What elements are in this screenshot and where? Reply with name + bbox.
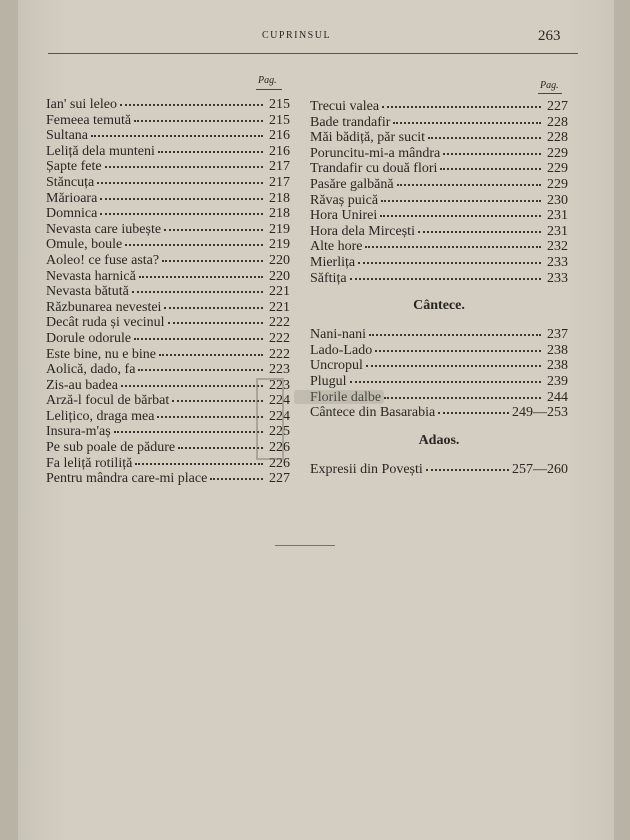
toc-entry-title: Cântece din Basarabia [310,405,436,421]
leader-dots [418,220,541,233]
leader-dots [365,235,541,248]
leader-dots [172,389,263,402]
toc-entry-page: 223 [269,377,290,393]
toc-entry-title: Domnica [46,206,98,222]
toc-entry-title: Trecui valea [310,99,380,114]
toc-entry-title: Săftița [310,270,347,286]
leader-dots [138,358,263,371]
leader-dots [358,251,541,264]
toc-entry-title: Hora Unirei [310,208,378,224]
toc-entry-title: Nevasta harnică [46,268,136,284]
toc-entry-title: Aoleo! ce fuse asta? [46,252,160,268]
toc-entry-page: 231 [547,208,568,224]
watermark-stamp [256,378,284,460]
toc-entry-title: Alte hore [310,239,363,255]
toc-entry-page: 226 [269,455,290,471]
pag-label-left: Pag. [258,75,277,86]
header-rule [48,53,578,54]
bottom-rule [275,545,335,546]
leader-dots [162,249,263,262]
leader-dots [164,218,263,231]
leader-dots [438,401,509,414]
toc-entry-page: 221 [269,284,290,300]
toc-entry-title: Omule, boule [46,237,123,253]
leader-dots [91,124,263,137]
toc-entry-title: Ian' sui leleo [46,97,117,112]
toc-entry-title: Decât ruda și vecinul [46,315,165,331]
toc-entry-title: Este bine, nu e bine [46,346,157,362]
toc-entry-page: 238 [547,358,568,374]
toc-entry-title: Insura-m'aș [46,424,111,440]
watermark-bar [294,390,384,404]
toc-entry-page: 238 [547,342,568,358]
toc-entry-title: Plugul [310,373,347,389]
toc-adaos-list [310,460,568,476]
toc-entry-page: 231 [547,223,568,239]
toc-entry-title: Lado-Lado [310,342,373,358]
toc-entry-title: Femeea temută [46,112,132,128]
toc-entry-title: Poruncitu-mi-a mândra [310,145,441,161]
toc-entry-title: Bade trandafir [310,114,391,130]
leader-dots [97,171,263,184]
leader-dots [105,155,263,168]
toc-entry-title: Pasăre galbănă [310,176,394,192]
toc-entry-page: 226 [269,440,290,456]
toc-entry-title: Nevasta bătută [46,284,129,300]
leader-dots [159,343,263,356]
toc-entry [46,469,290,485]
toc-entry-page: 220 [269,252,290,268]
pag-label-right: Pag. [540,80,559,91]
toc-entry [310,460,568,476]
toc-entry-title: Șapte fete [46,159,102,175]
toc-entry-page: 227 [547,99,568,114]
toc-entry-title: Expresii din Povești [310,461,423,477]
toc-entry-title: Mierlița [310,254,356,270]
leader-dots [440,157,541,170]
leader-dots [120,93,263,106]
leader-dots [132,280,263,293]
toc-entry-title: Dorule odorule [46,330,132,346]
leader-dots [381,189,541,202]
leader-dots [121,374,263,387]
toc-entry-page: 233 [547,254,568,270]
toc-entry-page: 237 [547,327,568,343]
leader-dots [134,327,263,340]
leader-dots [158,140,263,153]
toc-right-column [310,97,568,475]
toc-entry-title: Nevasta care iubește [46,221,162,237]
toc-entry-page: 232 [547,239,568,255]
toc-entry-title: Mărioara [46,190,98,206]
toc-entry-page: 230 [547,192,568,208]
toc-left-column [46,95,290,485]
leader-dots [428,126,541,139]
toc-entry-page: 233 [547,270,568,286]
toc-entry-page: 217 [269,159,290,175]
toc-entry-title: Hora dela Mircești [310,223,415,239]
leader-dots [125,233,263,246]
toc-entry-title: Răzbunarea nevestei [46,299,162,315]
toc-entry-page: 215 [269,112,290,128]
toc-entry-title: Florile dalbe [310,389,382,405]
toc-entry-page: 222 [269,330,290,346]
leader-dots [135,452,263,465]
toc-entry-page: 224 [269,393,290,409]
toc-entry-title: Lelițico, draga mea [46,408,155,424]
toc-cantece-list [310,325,568,419]
toc-entry-page: 229 [547,161,568,177]
toc-entry-page: 228 [547,130,568,146]
leader-dots [393,111,541,124]
leader-dots [397,173,541,186]
toc-entry-title: Arză-l focul de bărbat [46,393,170,409]
leader-dots [380,204,541,217]
toc-entry-page: 239 [547,373,568,389]
toc-entry-page: 223 [269,362,290,378]
toc-entry-title: Nani-nani [310,327,366,343]
toc-entry-page: 227 [269,471,290,487]
toc-entry-title: Aolică, dado, fa [46,362,136,378]
toc-entry-title: Leliță dela munteni [46,143,155,159]
leader-dots [100,187,263,200]
toc-entry-page: 222 [269,315,290,331]
leader-dots [139,265,263,278]
leader-dots [164,296,263,309]
leader-dots [100,202,263,215]
toc-entry-page: 225 [269,424,290,440]
toc-entry-page: 221 [269,299,290,315]
toc-entry-page: 229 [547,176,568,192]
leader-dots [157,405,263,418]
leader-dots [350,267,541,280]
leader-dots [366,354,541,367]
toc-entry-page: 257—260 [512,461,568,477]
leader-dots [210,467,263,480]
toc-entry-page: 215 [269,97,290,112]
leader-dots [114,420,263,433]
pag-underline-right [538,93,562,94]
toc-right-list [310,97,568,284]
toc-entry-title: Trandafir cu două flori [310,161,438,177]
page-number: 263 [538,28,561,44]
leader-dots [382,95,541,108]
toc-entry [310,269,568,285]
toc-entry-title: Stăncuța [46,174,95,190]
toc-entry-title: Fa leliță rotiliță [46,455,133,471]
toc-entry-title: Zis-au badea [46,377,118,393]
toc-entry-page: 229 [547,145,568,161]
toc-entry [310,403,568,419]
toc-entry-title: Măi bădiță, păr sucit [310,130,426,146]
toc-entry-page: 216 [269,128,290,144]
toc-entry-title: Răvaș puică [310,192,379,208]
leader-dots [168,311,263,324]
book-page [18,0,614,840]
toc-entry-page: 220 [269,268,290,284]
toc-entry-page: 244 [547,389,568,405]
leader-dots [426,458,509,471]
toc-entry-page: 224 [269,408,290,424]
toc-entry-page: 216 [269,143,290,159]
running-head: CUPRINSUL [262,30,332,41]
leader-dots [384,386,541,399]
toc-entry-page: 249—253 [512,405,568,421]
pag-underline-left [256,89,282,90]
toc-entry-title: Pentru mândra care-mi place [46,471,208,487]
section-heading-cantece: Cântece. [413,298,465,314]
toc-entry-title: Pe sub poale de pădure [46,440,176,456]
toc-entry-page: 222 [269,346,290,362]
leader-dots [443,142,541,155]
leader-dots [375,339,541,352]
toc-entry-page: 217 [269,174,290,190]
leader-dots [350,370,541,383]
toc-entry-title: Uncropul [310,358,363,374]
toc-entry-title: Sultana [46,128,88,144]
leader-dots [178,436,263,449]
section-heading-adaos: Adaos. [418,432,460,448]
toc-entry-page: 219 [269,221,290,237]
toc-entry-page: 218 [269,190,290,206]
toc-entry-page: 228 [547,114,568,130]
toc-entry-page: 218 [269,206,290,222]
toc-entry-page: 219 [269,237,290,253]
leader-dots [134,109,263,122]
leader-dots [369,323,541,336]
